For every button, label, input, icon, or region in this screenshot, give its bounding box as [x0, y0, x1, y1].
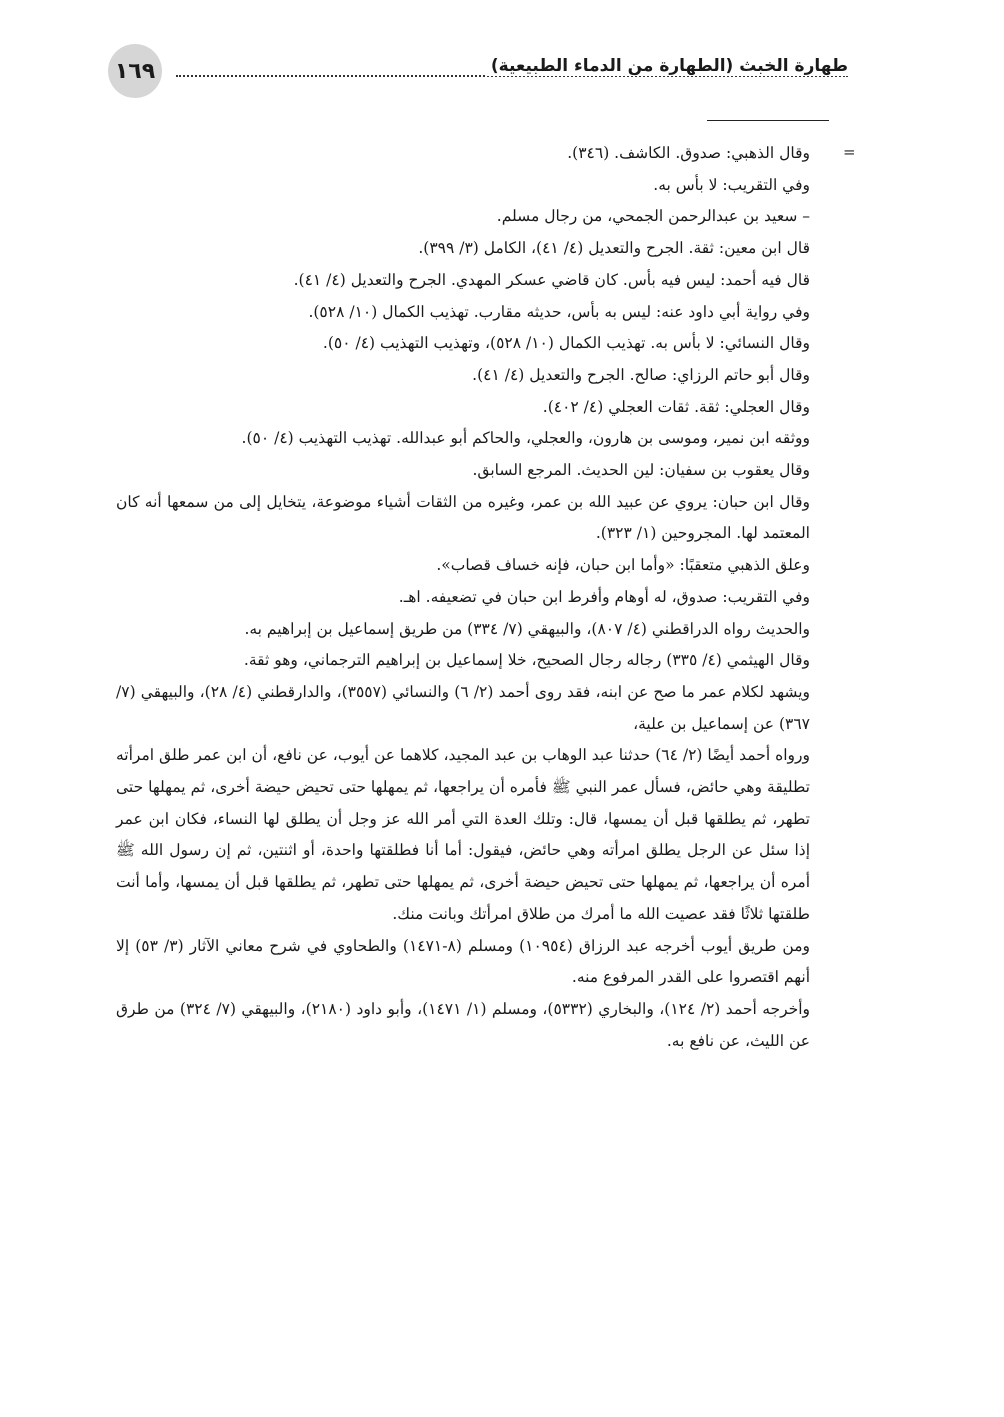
paragraph: قال ابن معين: ثقة. الجرح والتعديل (٤/ ٤١)، الكامل (٣/ ٣٩٩).: [418, 239, 810, 258]
paragraph: وقال ابن حبان: يروي عن عبيد الله بن عمر، وغيره من الثقات أشياء موضوعة، يتخايل إلى من سمعها أنه كان المعتمد لها. المجروحين (١/ ٣٢٣).: [116, 492, 810, 543]
paragraph: – سعيد بن عبدالرحمن الجمحي، من رجال مسلم.: [496, 207, 810, 226]
paragraph: ويشهد لكلام عمر ما صح عن ابنه، فقد روى أحمد (٢/ ٦) والنسائي (٣٥٥٧)، والدارقطني (٤/ ٢٨)، والبيهقي (٧/ ٣٦٧) عن إسماعيل بن علية،: [116, 682, 810, 733]
paragraph: وقال الهيثمي (٤/ ٣٣٥) رجاله رجال الصحيح، خلا إسماعيل بن إبراهيم الترجماني، وهو ثقة.: [243, 651, 810, 670]
paragraph: ومن طريق أيوب أخرجه عبد الرزاق (١٠٩٥٤) ومسلم (٨-١٤٧١) والطحاوي في شرح معاني الآثار (٣/ ٥٣) إلا أنهم اقتصروا على القدر المرفوع منه.: [116, 936, 811, 987]
footnote-text: [116, 138, 810, 1057]
paragraph: وقال يعقوب بن سفيان: لين الحديث. المرجع السابق.: [472, 461, 810, 480]
footnote-separator: [707, 120, 829, 121]
running-title: طهارة الخبث (الطهارة من الدماء الطبيعية): [485, 56, 848, 76]
continuation-mark: =: [843, 143, 856, 161]
paragraph: وفي التقريب: صدوق، له أوهام وأفرط ابن حبان في تضعيفه. اهـ.: [398, 587, 810, 606]
page-number: ١٦٩: [108, 44, 162, 98]
paragraph: قال فيه أحمد: ليس فيه بأس. كان قاضي عسكر المهدي. الجرح والتعديل (٤/ ٤١).: [293, 270, 810, 289]
paragraph: ووثقه ابن نمير، وموسى بن هارون، والعجلي، والحاكم أبو عبدالله. تهذيب التهذيب (٤/ ٥٠).: [241, 429, 810, 448]
paragraph: وفي التقريب: لا بأس به.: [653, 175, 810, 194]
paragraph: ورواه أحمد أيضًا (٢/ ٦٤) حدثنا عبد الوهاب بن عبد المجيد، كلاهما عن أيوب، عن نافع، أن ابن عمر طلق امرأته تطليقة وهي حائض، فسأل عمر النبي ﷺ فأمره أن يراجعها، ثم يمهلها حتى تحيض حيضة أخرى، ثم يمهلها حتى تطهر، ثم يطلقها قبل أن يمسها، قال: وتلك العدة التي أمر الله عز وجل أن يطلق لها النساء، فكان ابن عمر إذا سئل عن الرجل يطلق امرأته وهي حائض، فيقول: أما أنا فطلقتها واحدة، أو اثنتين، ثم إن رسول الله ﷺ أمره أن يراجعها، ثم يمهلها حتى تحيض حيضة أخرى، ثم يمهلها حتى تطهر، ثم يطلقها قبل أن يمسها، وأما أنت طلقتها ثلاثًا فقد عصيت الله ما أمرك من طلاق امرأتك وبانت منك.: [116, 746, 810, 923]
paragraph: وقال العجلي: ثقة. ثقات العجلي (٤/ ٤٠٢).: [542, 397, 810, 416]
paragraph: وفي رواية أبي داود عنه: ليس به بأس، حديثه مقارب. تهذيب الكمال (١٠/ ٥٢٨).: [308, 302, 810, 321]
paragraph: وعلق الذهبي متعقبًا: «وأما ابن حبان، فإنه خساف قصاب».: [436, 556, 810, 575]
paragraph: وقال الذهبي: صدوق. الكاشف. (٣٤٦).: [567, 144, 810, 162]
paragraph: وقال أبو حاتم الرزاي: صالح. الجرح والتعديل (٤/ ٤١).: [472, 365, 810, 384]
page-header: [108, 44, 848, 98]
paragraph: وأخرجه أحمد (٢/ ١٢٤)، والبخاري (٥٣٣٢)، ومسلم (١/ ١٤٧١)، وأبو داود (٢١٨٠)، والبيهقي (٧/ ٣٢٤) من طرق عن الليث، عن نافع به.: [116, 999, 811, 1050]
paragraph: والحديث رواه الدراقطني (٤/ ٨٠٧)، والبيهقي (٧/ ٣٣٤) من طريق إسماعيل بن إبراهيم به.: [244, 619, 810, 638]
paragraph: وقال النسائي: لا بأس به. تهذيب الكمال (١٠/ ٥٢٨)، وتهذيب التهذيب (٤/ ٥٠).: [322, 334, 810, 353]
